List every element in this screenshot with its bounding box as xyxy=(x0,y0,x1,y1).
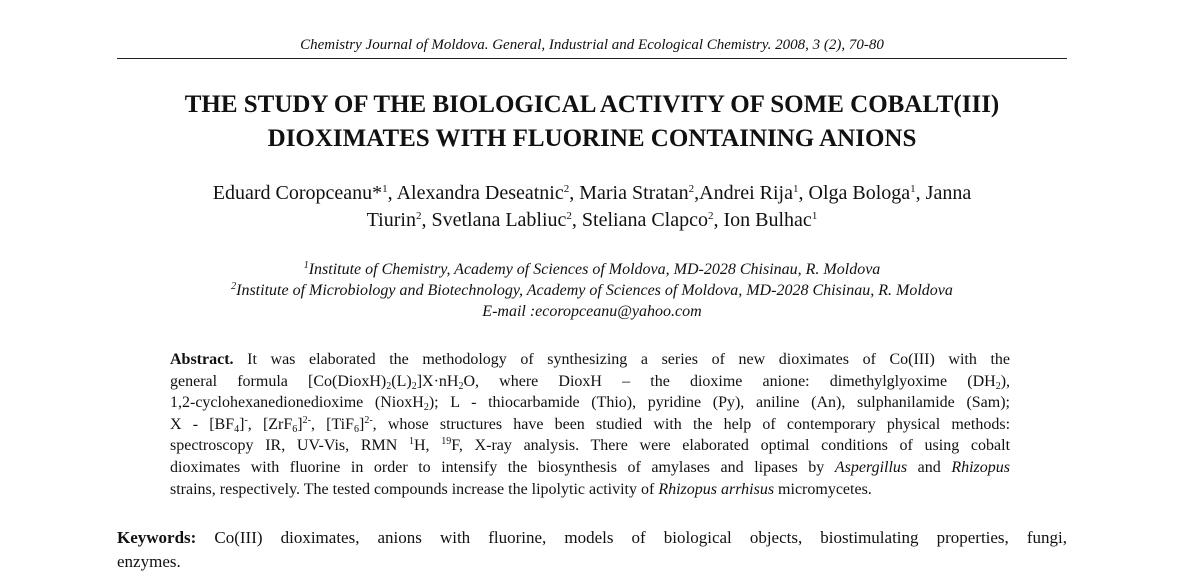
subscript: 6 xyxy=(354,423,359,435)
subscript: 6 xyxy=(292,423,298,435)
superscript: 19 xyxy=(441,436,452,448)
author-affiliation-mark: 2 xyxy=(708,210,714,222)
affiliation-number: 2 xyxy=(231,281,237,292)
author-line-1 xyxy=(117,180,1067,207)
abstract-text: , [ZrF xyxy=(247,415,293,433)
author-name: Tiurin xyxy=(366,209,416,231)
affiliation-number: 1 xyxy=(303,260,309,271)
organism-name: Aspergillus xyxy=(834,458,908,476)
author-affiliation-mark: 1 xyxy=(793,183,799,195)
affiliation-2 xyxy=(117,280,1067,301)
organism-name: Rhizopus xyxy=(951,458,1010,476)
superscript: 2- xyxy=(302,414,311,426)
abstract-text: (L) xyxy=(391,372,412,390)
author-name: Andrei Rija xyxy=(699,182,793,204)
abstract-text: micromycetes. xyxy=(774,480,872,498)
author-affiliation-mark: 1 xyxy=(910,183,916,195)
author-separator: , xyxy=(421,209,432,231)
keywords-text: Co(III) dioximates, anions with fluorine, models of biological objects, biostimulating properties, fungi, xyxy=(196,528,1067,547)
abstract-text: ] xyxy=(239,415,245,433)
author-separator: , xyxy=(713,209,724,231)
affiliation-1 xyxy=(117,259,1067,280)
abstract-line xyxy=(170,457,1010,479)
author-affiliation-mark: 2 xyxy=(688,183,695,195)
author-line-2 xyxy=(117,207,1067,234)
abstract-line xyxy=(170,414,1010,436)
author-separator: , xyxy=(569,182,580,204)
article-title xyxy=(117,88,1067,156)
abstract-text: H, xyxy=(414,437,442,455)
abstract-text: 1,2-cyclohexanedionedioxime (NioxH xyxy=(170,394,424,412)
abstract-text: O, where DioxH – the dioxime anione: dimethylglyoxime (DH xyxy=(463,372,996,390)
abstract-line xyxy=(170,371,1010,393)
abstract-text: It was elaborated the methodology of synthesizing a series of new dioximates of Co(III) with the xyxy=(247,351,1010,368)
abstract-text: dioximates with fluorine in order to intensify the biosynthesis of amylases and lipases by xyxy=(170,458,835,476)
abstract-line xyxy=(170,479,1010,501)
author-affiliation-mark: 1 xyxy=(811,210,818,222)
author-separator: , xyxy=(571,209,582,231)
author-name: Eduard Coropceanu* xyxy=(212,182,383,204)
author-affiliation-mark: 1 xyxy=(382,183,388,195)
abstract-text: and xyxy=(907,458,952,476)
author-name: Maria Stratan xyxy=(579,182,689,204)
subscript: 2 xyxy=(995,380,1001,392)
abstract-line xyxy=(170,392,1010,414)
abstract-text: ); L - thiocarbamide (Thio), pyridine (Py), aniline (An), sulphanilamide (Sam); xyxy=(428,394,1010,412)
contact-email: E-mail :ecoropceanu@yahoo.com xyxy=(482,303,702,320)
keywords-line xyxy=(117,526,1067,550)
abstract-text: strains, respectively. The tested compounds increase the lipolytic activity of xyxy=(170,480,659,498)
author-name: Olga Bologa xyxy=(808,182,911,204)
author-separator: , xyxy=(694,182,700,204)
author-name: Alexandra Deseatnic xyxy=(396,182,564,204)
subscript: 2 xyxy=(458,380,464,392)
superscript: 2- xyxy=(364,414,373,426)
author-affiliation-mark: 2 xyxy=(415,210,422,222)
title-line-2: DIOXIMATES WITH FLUORINE CONTAINING ANIONS xyxy=(267,125,917,152)
author-separator: , Janna xyxy=(915,182,972,204)
keywords-line xyxy=(117,550,1067,574)
abstract-block xyxy=(170,349,1010,500)
subscript: 2 xyxy=(386,380,392,392)
superscript: 1 xyxy=(409,436,414,448)
abstract-line xyxy=(170,349,1010,371)
title-line-1: THE STUDY OF THE BIOLOGICAL ACTIVITY OF SOME COBALT(III) xyxy=(184,91,1000,118)
keywords-text: enzymes. xyxy=(117,552,181,571)
affiliation-text: Institute of Microbiology and Biotechnology, Academy of Sciences of Moldova, MD-2028 Chisinau, R. Moldova xyxy=(236,282,953,299)
author-affiliation-mark: 2 xyxy=(563,183,570,195)
journal-header: Chemistry Journal of Moldova. General, Industrial and Ecological Chemistry. 2008, 3 (2), 70-80 xyxy=(300,37,884,53)
author-name: Svetlana Labliuc xyxy=(431,209,567,231)
abstract-line xyxy=(170,435,1010,457)
affiliation-text: Institute of Chemistry, Academy of Sciences of Moldova, MD-2028 Chisinau, R. Moldova xyxy=(308,261,881,278)
keywords-block xyxy=(117,526,1067,574)
abstract-text: spectroscopy IR, UV-Vis, RMN xyxy=(170,437,409,455)
abstract-text: ] xyxy=(297,415,303,433)
subscript: 4 xyxy=(234,423,240,435)
author-name: Ion Bulhac xyxy=(723,209,812,231)
subscript: 2 xyxy=(423,402,429,414)
abstract-text: ]X·nH xyxy=(416,372,459,390)
abstract-text: F, X-ray analysis. There were elaborated optimal conditions of using cobalt xyxy=(451,437,1011,455)
author-separator: , xyxy=(798,182,809,204)
organism-name: Rhizopus arrhisus xyxy=(658,480,775,498)
subscript: 2 xyxy=(411,380,417,392)
abstract-label: Abstract. xyxy=(170,351,234,368)
abstract-text: general formula [Co(DioxH) xyxy=(170,372,387,390)
header-divider xyxy=(117,58,1067,59)
author-list xyxy=(117,180,1067,234)
abstract-text: X - [BF xyxy=(170,415,235,433)
abstract-text: , whose structures have been studied with the help of contemporary physical methods: xyxy=(372,415,1011,433)
abstract-text: ), xyxy=(1000,372,1011,390)
affiliation-block xyxy=(117,259,1067,322)
abstract-text: , [TiF xyxy=(310,415,354,433)
abstract-text: ] xyxy=(359,415,365,433)
keywords-label: Keywords: xyxy=(117,528,197,547)
author-separator: , xyxy=(387,182,397,204)
author-name: Steliana Clapco xyxy=(581,209,708,231)
author-affiliation-mark: 2 xyxy=(566,210,572,222)
superscript: - xyxy=(244,414,248,426)
